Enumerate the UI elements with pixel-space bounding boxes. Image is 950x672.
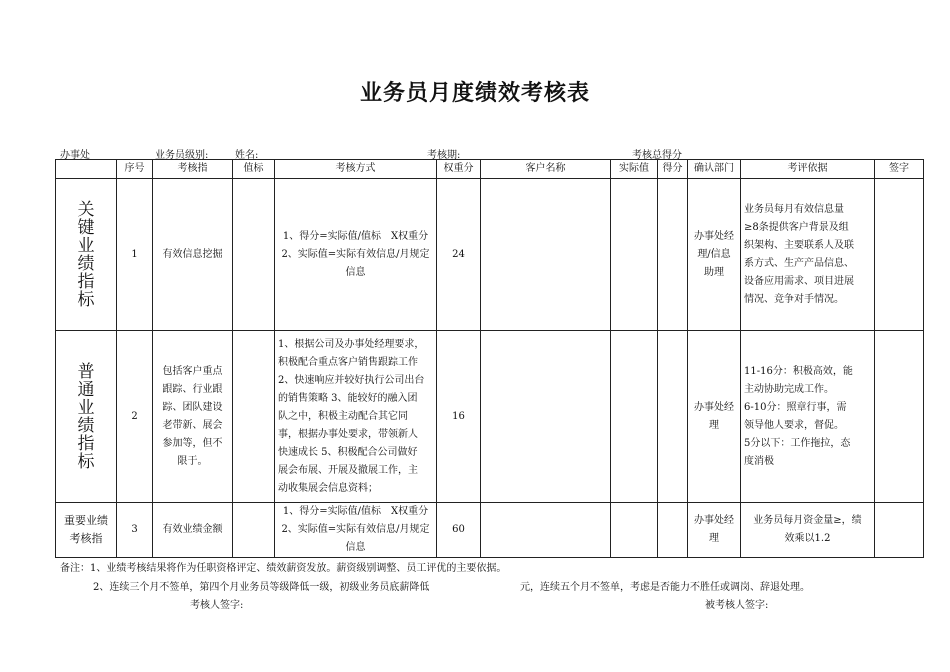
indicator-cell: 包括客户重点 跟踪、行业跟 踪、团队建设 老带新、展会 参加等，但不 限于。 (153, 331, 233, 503)
dept-cell: 办事处经 理 (688, 331, 741, 503)
signature-cell (875, 503, 924, 558)
weight-cell: 60 (437, 503, 481, 558)
target-cell (233, 331, 275, 503)
row-number: 2 (117, 331, 153, 503)
weight-cell: 16 (437, 331, 481, 503)
method-cell: 1、根据公司及办事处经理要求， 积极配合重点客户销售跟踪工作 2、快速响应并较好执行公司出台 的销售策略 3、能较好的融入团 队之中，积极主动配合其它同 事，根据办事处要求，带领新人 快速成长 5、积极配合公司做好 展会布展、开展及撤展工作，主 动收集展会信息资料； (275, 331, 437, 503)
table-header-row (56, 160, 924, 179)
method-cell: 1、得分=实际值/值标 X权重分 2、实际值=实际有效信息/月规定 信息 (275, 179, 437, 331)
weight-cell: 24 (437, 179, 481, 331)
signature-cell (875, 331, 924, 503)
period-label: 考核期: (427, 150, 461, 161)
target-cell (233, 503, 275, 558)
note-line-1: 备注：1、业绩考核结果将作为任职资格评定、绩效薪资发放。薪资级别调整、员工评优的主要依据。 (60, 563, 507, 574)
column-header: 考核指 (153, 160, 233, 179)
name-label: 姓名: (235, 150, 259, 161)
column-header: 得分 (658, 160, 688, 179)
category-cell: 重要业绩 考核指 (56, 503, 117, 558)
column-header: 客户名称 (481, 160, 611, 179)
dept-cell: 办事处经 理 (688, 503, 741, 558)
note-line-2b: 元，连续五个月不签单，考虑是否能力不胜任或调岗、辞退处理。 (520, 582, 810, 593)
dept-cell: 办事处经 理/信息 助理 (688, 179, 741, 331)
level-label: 业务员级别: (155, 150, 209, 161)
actual-cell (611, 503, 658, 558)
actual-cell (611, 331, 658, 503)
actual-cell (611, 179, 658, 331)
column-header: 值标 (233, 160, 275, 179)
table-row (56, 331, 924, 503)
total-score-label: 考核总得分 (632, 150, 682, 161)
customer-cell (481, 331, 611, 503)
basis-cell: 业务员每月资金量≥，绩 效乘以1.2 (741, 503, 875, 558)
column-header: 确认部门 (688, 160, 741, 179)
column-header: 考核方式 (275, 160, 437, 179)
score-cell (658, 331, 688, 503)
column-header: 考评依据 (741, 160, 875, 179)
page-title: 业务员月度绩效考核表 (359, 81, 590, 106)
score-cell (658, 179, 688, 331)
column-header: 实际值 (611, 160, 658, 179)
category-cell: 普 通 业 绩 指 标 (56, 331, 117, 503)
method-cell: 1、得分=实际值/值标 X权重分 2、实际值=实际有效信息/月规定 信息 (275, 503, 437, 558)
basis-cell: 11-16分：积极高效，能 主动协助完成工作。 6-10分：照章行事，需 领导他人要求，督促。 5分以下：工作拖拉，态 度消极 (741, 331, 875, 503)
column-header: 序号 (117, 160, 153, 179)
signature-cell (875, 179, 924, 331)
score-cell (658, 503, 688, 558)
indicator-cell: 有效信息挖掘 (153, 179, 233, 331)
table-row (56, 179, 924, 331)
basis-cell: 业务员每月有效信息量 ≥8条提供客户背景及组 织架构、主要联系人及联 系方式、生产产品信息、 设备应用需求、项目进展 情况、竞争对手情况。 (741, 179, 875, 331)
target-cell (233, 179, 275, 331)
assessor-signature-label: 考核人签字: (190, 600, 244, 611)
note-line-2a: 2、连续三个月不签单，第四个月业务员等级降低一级，初级业务员底薪降低 (93, 582, 430, 593)
assessment-table (55, 159, 924, 558)
column-header: 权重分 (437, 160, 481, 179)
office-label: 办事处 (60, 150, 90, 161)
category-cell: 关 键 业 绩 指 标 (56, 179, 117, 331)
row-number: 1 (117, 179, 153, 331)
assessee-signature-label: 被考核人签字: (705, 600, 769, 611)
indicator-cell: 有效业绩金额 (153, 503, 233, 558)
table-row (56, 503, 924, 558)
customer-cell (481, 179, 611, 331)
customer-cell (481, 503, 611, 558)
row-number: 3 (117, 503, 153, 558)
column-header: 签字 (875, 160, 924, 179)
